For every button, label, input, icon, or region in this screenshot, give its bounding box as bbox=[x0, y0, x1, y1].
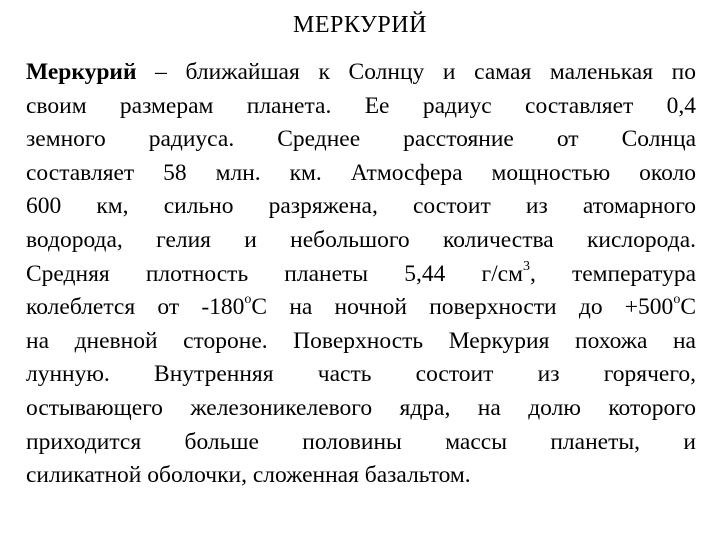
body-paragraph bbox=[26, 56, 696, 493]
slide-title: МЕРКУРИЙ bbox=[293, 12, 427, 38]
paragraph-line-13: силикатной оболочки, сложенная базальтом. bbox=[26, 462, 471, 489]
paragraph-line-2: своим размерам планета. Ее радиус составляет 0,4 bbox=[26, 92, 696, 119]
line-8-text-a: колеблется от -180 bbox=[26, 294, 245, 321]
line-1-text: – ближайшая к Солнцу и самая маленькая по bbox=[136, 59, 696, 85]
paragraph-line-11: остывающего железоникелевого ядра, на долю которого bbox=[26, 394, 696, 421]
degree-superscript-2: о bbox=[673, 292, 681, 308]
line-8-text-c: С bbox=[680, 294, 696, 321]
line-7-text-a: Средняя плотность планеты 5,44 г/см bbox=[26, 260, 523, 287]
line-8-text-b: С на ночной поверхности до +500 bbox=[251, 294, 674, 321]
paragraph-line-5: 600 км, сильно разряжена, состоит из атомарного bbox=[26, 193, 696, 220]
paragraph-line-3: земного радиуса. Среднее расстояние от Солнца bbox=[26, 126, 696, 153]
term-mercury: Меркурий bbox=[26, 59, 137, 85]
paragraph-line-9: на дневной стороне. Поверхность Меркурия похожа на bbox=[26, 327, 696, 354]
line-7-text-b: , температура bbox=[529, 260, 696, 287]
paragraph-line-6: водорода, гелия и небольшого количества кислорода. bbox=[26, 226, 696, 253]
superscript-cubed: 3 bbox=[522, 258, 530, 274]
paragraph-line-10: лунную. Внутренняя часть состоит из горячего, bbox=[26, 361, 696, 388]
paragraph-line-4: составляет 58 млн. км. Атмосфера мощностью около bbox=[26, 159, 696, 186]
degree-superscript-1: о bbox=[244, 292, 252, 308]
paragraph-line-7 bbox=[26, 258, 696, 292]
paragraph-line-12: приходится больше половины массы планеты, и bbox=[26, 428, 696, 455]
paragraph-line-8 bbox=[26, 291, 696, 325]
paragraph-line-1 bbox=[26, 56, 696, 90]
